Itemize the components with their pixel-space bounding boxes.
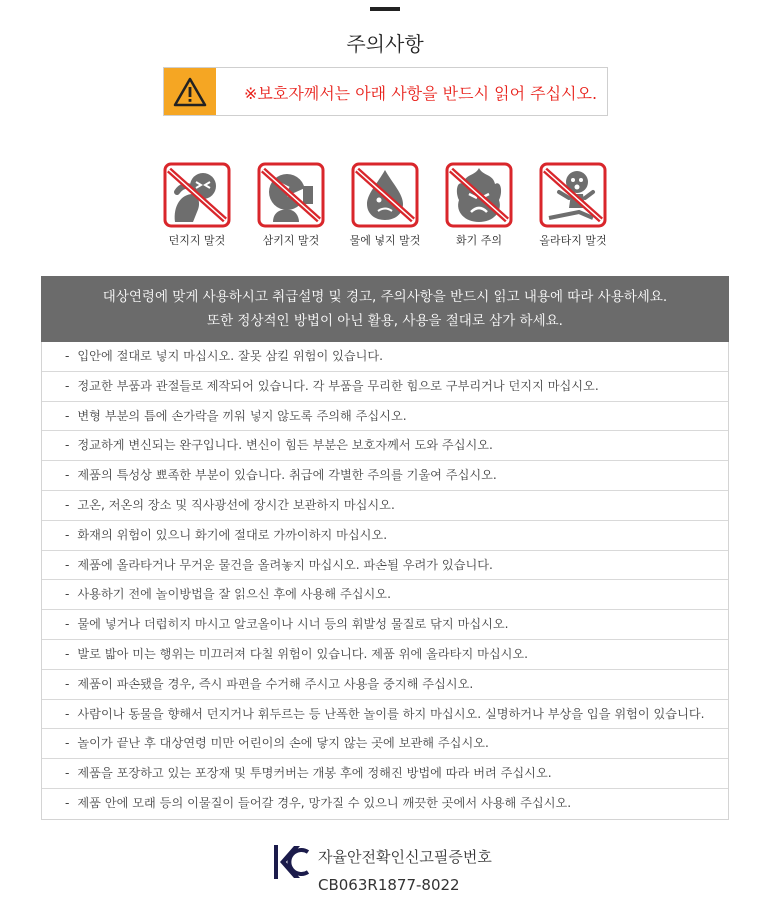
- caution-item-text: 사람이나 동물을 향해서 던지거나 휘두르는 등 난폭한 놀이를 하지 마십시오. 실명하거나 부상을 입을 위험이 있습니다.: [77, 706, 705, 721]
- caution-item-text: 정교하게 변신되는 완구입니다. 변신이 힘든 부분은 보호자께서 도와 주십시오.: [77, 438, 493, 453]
- icon-label: 화기 주의: [455, 234, 502, 247]
- warning-triangle-icon: [164, 68, 216, 115]
- icon-item-no-swallowing: [246, 162, 336, 248]
- caution-item-text: 사용하기 전에 놀이방법을 잘 읽으신 후에 사용해 주십시오.: [77, 587, 391, 602]
- bullet-dash: -: [65, 736, 70, 751]
- icon-item-no-water: [340, 162, 430, 248]
- fire-caution-icon: [445, 162, 513, 228]
- notice-text: ※보호자께서는 아래 사항을 반드시 읽어 주십시오.: [244, 84, 598, 103]
- icon-label: 물에 넣지 말것: [349, 234, 421, 247]
- caution-item: [42, 610, 728, 640]
- no-swallowing-icon: [257, 162, 325, 228]
- certification-number: CB063R1877-8022: [318, 876, 460, 894]
- icon-item-no-throwing: [152, 162, 242, 248]
- caution-item-text: 제품 안에 모래 등의 이물질이 들어갈 경우, 망가질 수 있으니 깨끗한 곳에서 사용해 주십시오.: [77, 795, 572, 810]
- bullet-dash: -: [65, 557, 70, 572]
- caution-item: [42, 491, 728, 521]
- title-bar-decoration: [370, 7, 400, 11]
- bullet-dash: -: [65, 408, 70, 423]
- bullet-dash: -: [65, 497, 70, 512]
- bullet-dash: -: [65, 617, 70, 632]
- caution-item: [42, 640, 728, 670]
- certification-label: 자율안전확인신고필증번호: [318, 848, 492, 866]
- bullet-dash: -: [65, 766, 70, 781]
- icon-label: 삼키지 말것: [262, 234, 320, 247]
- bullet-dash: -: [65, 349, 70, 363]
- caution-list: [41, 342, 729, 820]
- caution-item: [42, 402, 728, 432]
- caution-item: [42, 342, 728, 372]
- no-water-icon: [351, 162, 419, 228]
- header-line-1: 대상연령에 맞게 사용하시고 취급설명 및 경고, 주의사항을 반드시 읽고 내용에 따라 사용하세요.: [102, 289, 668, 305]
- bullet-dash: -: [65, 438, 70, 453]
- caution-item: [42, 670, 728, 700]
- caution-item-text: 고온, 저온의 장소 및 직사광선에 장시간 보관하지 마십시오.: [77, 497, 395, 512]
- caution-item: [42, 372, 728, 402]
- caution-item-text: 제품의 특성상 뾰족한 부분이 있습니다. 취급에 각별한 주의를 기울여 주십시오.: [77, 468, 497, 483]
- caution-item: [42, 700, 728, 730]
- icon-label: 올라타지 말것: [539, 234, 607, 247]
- caution-item-text: 제품이 파손됐을 경우, 즉시 파편을 수거해 주시고 사용을 중지해 주십시오.: [77, 676, 474, 691]
- caution-item: [42, 789, 728, 819]
- warning-icons-row: [158, 162, 618, 252]
- caution-item: [42, 580, 728, 610]
- caution-item-text: 놀이가 끝난 후 대상연령 미만 어린이의 손에 닿지 않는 곳에 보관해 주십시오.: [77, 736, 489, 751]
- icon-item-fire-caution: [434, 162, 524, 248]
- caution-item-text: 변형 부분의 틈에 손가락을 끼워 넣지 않도록 주의해 주십시오.: [77, 408, 407, 423]
- caution-item-text: 제품에 올라타거나 무거운 물건을 올려놓지 마십시오. 파손될 우려가 있습니다.: [77, 557, 493, 572]
- caution-item-text: 제품을 포장하고 있는 포장재 및 투명커버는 개봉 후에 정해진 방법에 따라 버려 주십시오.: [77, 766, 552, 781]
- header-line-2: 또한 정상적인 방법이 아닌 활용, 사용을 절대로 삼가 하세요.: [207, 313, 563, 329]
- caution-item-text: 입안에 절대로 넣지 마십시오. 잘못 삼킬 위험이 있습니다.: [77, 349, 384, 363]
- warning-header: [41, 276, 729, 342]
- bullet-dash: -: [65, 706, 70, 721]
- no-throwing-icon: [163, 162, 231, 228]
- bullet-dash: -: [65, 468, 70, 483]
- caution-item: [42, 551, 728, 581]
- bullet-dash: -: [65, 795, 70, 810]
- certification-text: [318, 843, 492, 899]
- caution-item: [42, 729, 728, 759]
- no-climbing-icon: [539, 162, 607, 228]
- page-title: 주의사항: [346, 32, 424, 56]
- caution-item: [42, 431, 728, 461]
- icon-label: 던지지 말것: [168, 234, 226, 247]
- bullet-dash: -: [65, 527, 70, 542]
- caution-item-text: 물에 넣거나 더럽히지 마시고 알코올이나 시너 등의 휘발성 물질로 닦지 마십시오.: [77, 617, 509, 632]
- bullet-dash: -: [65, 646, 70, 661]
- caution-item: [42, 759, 728, 789]
- caution-item-text: 화재의 위험이 있으니 화기에 절대로 가까이하지 마십시오.: [77, 527, 388, 542]
- icon-item-no-climbing: [528, 162, 618, 248]
- bullet-dash: -: [65, 378, 70, 393]
- caution-item-text: 정교한 부품과 관절들로 제작되어 있습니다. 각 부품을 무리한 힘으로 구부리거나 던지지 마십시오.: [77, 378, 599, 393]
- bullet-dash: -: [65, 587, 70, 602]
- caution-item-text: 발로 밟아 미는 행위는 미끄러져 다칠 위험이 있습니다. 제품 위에 올라타지 마십시오.: [77, 646, 529, 661]
- notice-box: [163, 67, 608, 116]
- caution-item: [42, 521, 728, 551]
- bullet-dash: -: [65, 676, 70, 691]
- kc-certification-mark-icon: [272, 842, 310, 886]
- caution-item: [42, 461, 728, 491]
